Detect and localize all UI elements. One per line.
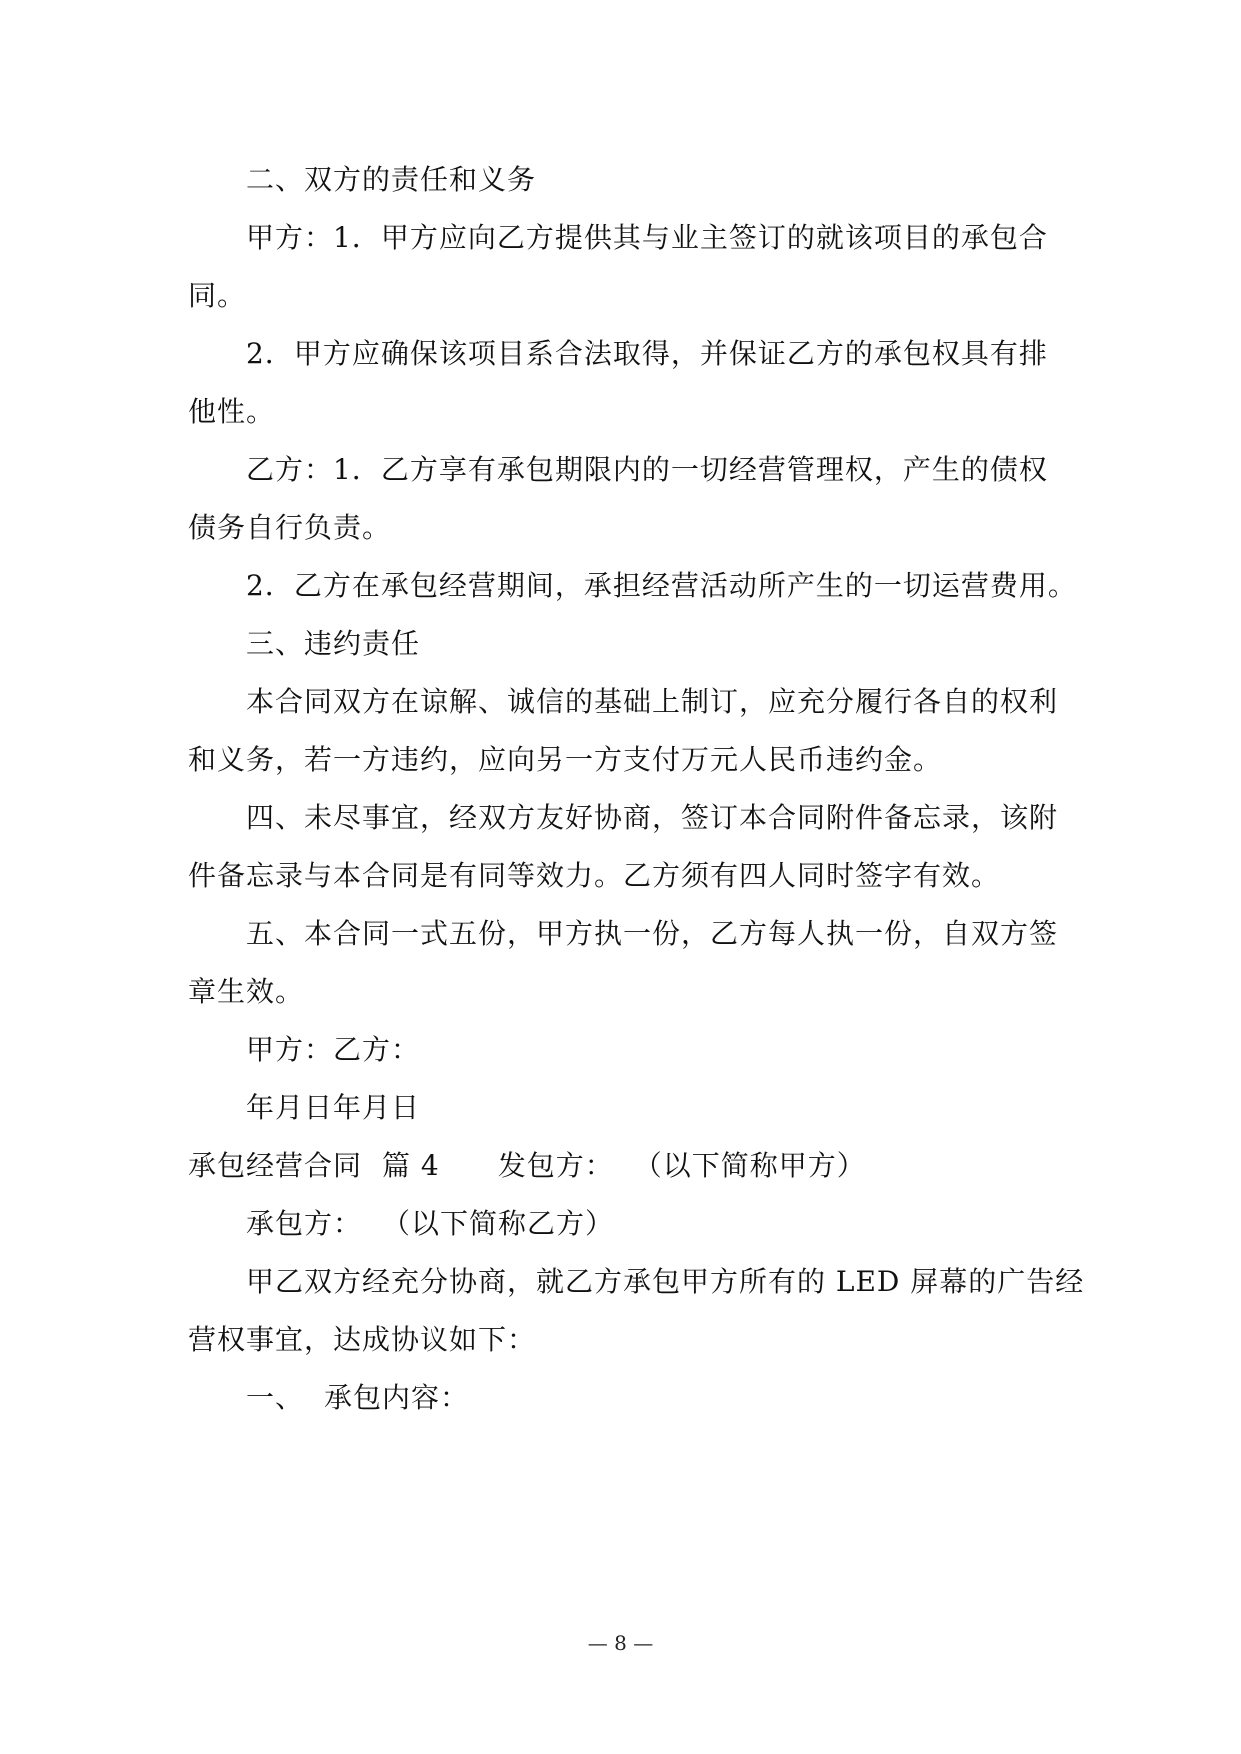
paragraph-line: 本合同双方在谅解、诚信的基础上制订，应充分履行各自的权利 (246, 685, 1059, 718)
contract-section: 篇 4 (382, 1149, 440, 1182)
item-heading (246, 1378, 469, 1418)
paragraph-line: 五、本合同一式五份，甲方执一份，乙方每人执一份，自双方签 (246, 917, 1059, 950)
heading-duties: 二、双方的责任和义务 (246, 163, 537, 196)
paragraph-line (246, 218, 1058, 258)
party-a-label: 发包方： (497, 1149, 614, 1182)
paragraph-line: 件备忘录与本合同是有同等效力。乙方须有四人同时签字有效。 (188, 859, 1001, 892)
paragraph-line: 2．乙方在承包经营期间，承担经营活动所产生的一切运营费用。 (246, 569, 1077, 602)
paragraph-line: 甲乙双方经充分协商，就乙方承包甲方所有的 LED 屏幕的广告经 (246, 1265, 1085, 1298)
page-number: — 8 — (587, 1631, 654, 1655)
party-a-note: （以下简称甲方） (633, 1149, 866, 1182)
paragraph-line: 乙方：1．乙方享有承包期限内的一切经营管理权，产生的债权 (246, 453, 1048, 486)
paragraph-line: 他性。 (188, 395, 276, 428)
party-b-note: （以下简称乙方） (382, 1207, 615, 1240)
paragraph-line: 章生效。 (188, 975, 305, 1008)
paragraph-line: 债务自行负责。 (188, 511, 392, 544)
contractor-line (246, 1204, 614, 1244)
contract-title: 承包经营合同 (188, 1149, 363, 1182)
paragraph-line: 和义务，若一方违约，应向另一方支付万元人民币违约金。 (188, 743, 943, 776)
signature-parties: 甲方：乙方： (246, 1033, 421, 1066)
item-number: 一、 (246, 1381, 305, 1414)
item-text: 承包内容： (324, 1381, 470, 1414)
party-b-label: 承包方： (246, 1207, 363, 1240)
signature-dates: 年月日年月日 (246, 1091, 421, 1124)
heading-breach: 三、违约责任 (246, 627, 421, 660)
paragraph-line: 2．甲方应确保该项目系合法取得，并保证乙方的承包权具有排 (246, 337, 1048, 370)
paragraph-line: 营权事宜，达成协议如下： (188, 1323, 537, 1356)
paragraph-text: 甲方：1．甲方应向乙方提供其与业主签订的就该项目的承包合 (246, 221, 1048, 254)
paragraph-line: 同。 (188, 279, 247, 312)
contract-heading-line (188, 1146, 866, 1186)
paragraph-line: 四、未尽事宜，经双方友好协商，签订本合同附件备忘录，该附 (246, 801, 1059, 834)
